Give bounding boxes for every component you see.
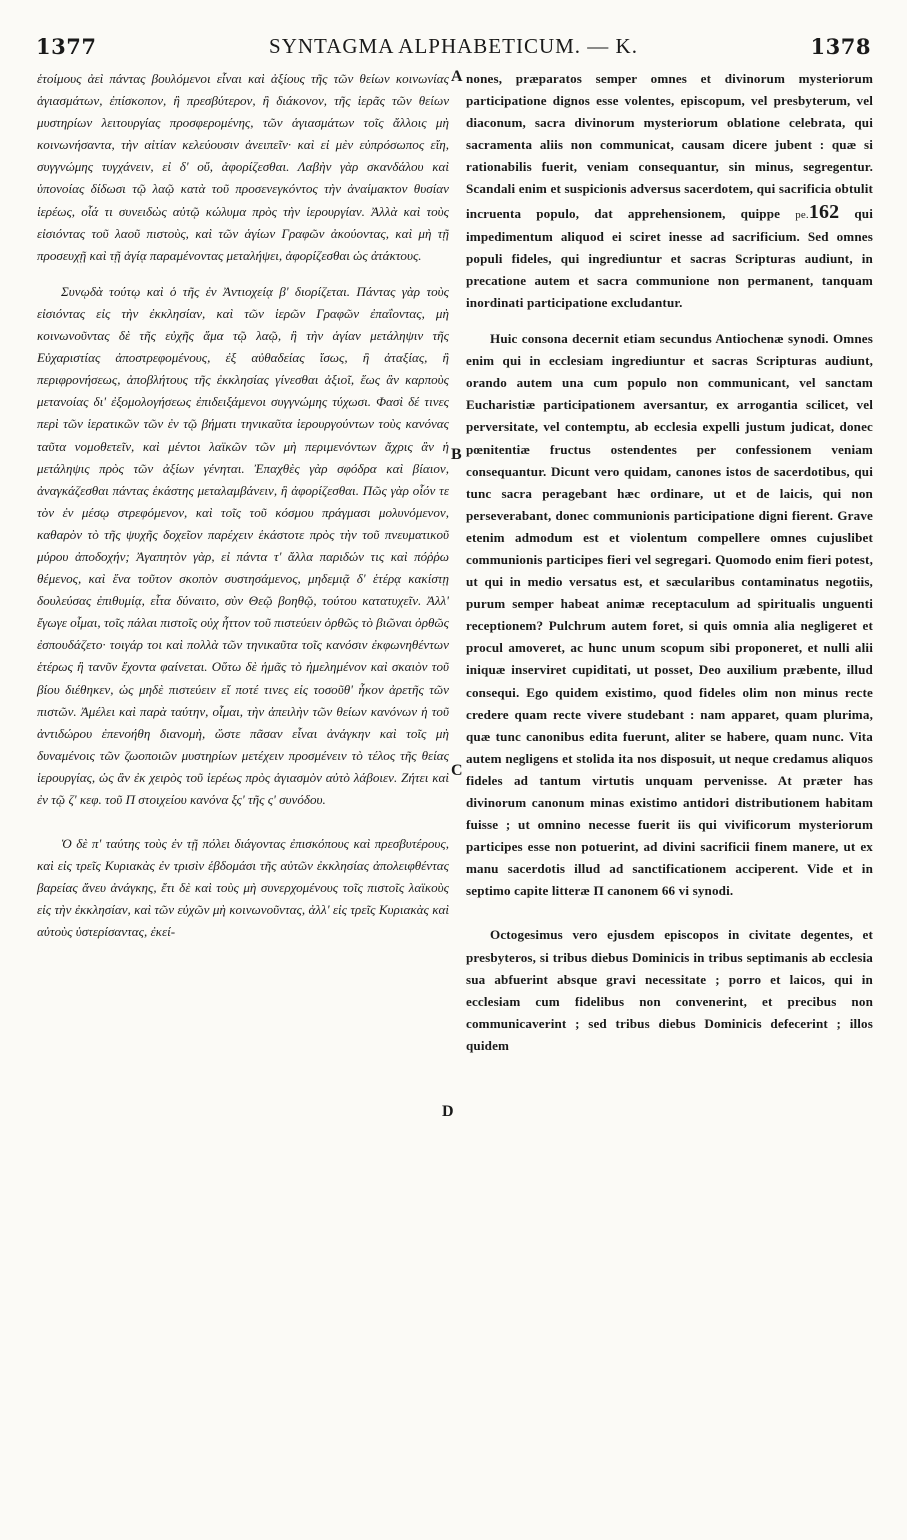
greek-paragraph-3: Ὁ δὲ π' ταύτης τοὺς ἐν τῇ πόλει διάγοντας ἐπισκόπους καὶ πρεσβυτέρους, καὶ εἰς τρεῖς Κυριακὰς ἐν τρισὶν ἑβδομάσι τῆς αὐτῶν ἐκκλησίας ἀπολειφθέντας βαρείας ἄνευ ἀνάγκης, ἔτι δὲ καὶ τοὺς μὴ συνερχομένους τοῖς πιστοῖς λαϊκοὺς εἰς τὴν ἐκκλησίαν, καὶ τῶν εὐχῶν μὴ κοινωνοῦντας, ἀλλ' εἰς τρεῖς Κυριακὰς καὶ αὐτοὺς ὑστερίσαντας, ἐκεί- xyxy=(37,836,449,940)
latin-paragraph-1 xyxy=(466,68,873,314)
greek-column xyxy=(37,68,449,944)
section-marker-c: C xyxy=(451,762,463,779)
latin-paragraph-2: Huic consona decernit etiam secundus Antiochenæ synodi. Omnes enim qui in ecclesiam ingrediuntur et sacras Scripturas audiunt, orando autem una cum populo non communicant, vel sanctam Eucharistiæ participationem aversantur, ex arrogantia scilicet, vel perversitate, vel contemptu, ab ecclesia expelli justum judicat, donec pœnitentiæ fructus ostendentes per confessionem veniam consequantur. Dicunt vero quidam, canones istos de sacerdotibus, qui tunc sacra peragebant hæc ordinare, ut et de laicis, qui non perseverabant, donec communionis participatione digni fierent. Grave etenim admodum est et violentum compellere omnes cujuslibet communionis participes fieri vel segregari. Quomodo enim fieri potest, ut qui in medio versatus est, et sæcularibus contaminatus negotiis, purum semper habeat animæ receptaculum ad spiritualis unguenti receptionem? Pulchrum autem foret, si quis omnia alia negligeret et procul amoveret, ac hunc unum scopum sibi proponeret, et nulli alii iniquæ inserviret cupiditati, ut posset, Deo auxilium præbente, illud consequi. Ego quidem existimo, quod fideles olim non minus recte credere quam recte vivere studebant : nam apparet, quam plurima, quæ tunc canonibus edita fuerunt, aliter se habere, quam nunc. Vita autem negligens et stolida ita nos disposuit, ut neque credamus aliquos fideles ad tantum virtutis unquam pervenisse. At præter has divinorum canonum minas existimo antidori distributionem habitam fuisse ; ut omnino necesse fuerit iis qui vivificorum mysteriorum participes esse non potuerint, ad divini sacrificii finem manere, ut ex manu sacerdotis illud ad sanctificationem acciperent. Vide et in septimo capite litteræ Π canonem 66 vi synodi. xyxy=(466,331,873,899)
section-marker-b: B xyxy=(451,446,462,463)
latin-paragraph-1-end: qui impedimentum aliquod ei sciret inesse ad sacrificium. Sed omnes populi fideles, qui ingrediuntur et sacras Scripturas audiunt, in precatione autem et sacra communione non permanent, tanquam inordinati participatione excludantur. xyxy=(466,205,873,310)
latin-paragraph-3: Octogesimus vero ejusdem episcopos in civitate degentes, et presbyteros, si tribus diebus Dominicis in tribus septimanis ab ecclesia sua abfuerint absque gravi necessitate ; porro et laicos, qui in ecclesiam cum fidelibus non convenerint, et precibus non communicaverint ; sed tribus diebus Dominicis defecerint ; illos quidem xyxy=(466,927,873,1053)
left-page-number: 1377 xyxy=(36,34,97,59)
right-page-number: 1378 xyxy=(810,34,871,59)
greek-paragraph-2: Συνῳδὰ τούτῳ καὶ ὁ τῆς ἐν Ἀντιοχείᾳ β' διορίζεται. Πάντας γὰρ τοὺς εἰσιόντας εἰς τὴν ἐκκλησίαν, καὶ τῶν ἱερῶν Γραφῶν ἐπαΐοντας, μὴ κοινωνοῦντας δὲ τῆς εὐχῆς ἅμα τῷ λαῷ, ἢ τὴν ἁγίαν μετάληψιν τῆς Εὐχαριστίας ἀποστρεφομένους, ἐξ αὐθαδείας ἴσως, ἢ ἀταξίας, ἢ περιφρονήσεως, ἀποβλήτους τῆς ἐκκλησίας γίνεσθαι ἀξιοῖ, ἕως ἂν καρποὺς μετανοίας δι' ἐξομολογήσεως ἐπιδειξάμενοι συγγνώμης τύχωσι. Φασὶ δέ τινες περὶ τῶν ἱερατικῶν τῶν ἐν τῷ βήματι τηνικαῦτα ἱερουργούντων τοὺς κανόνας ταῦτα νομοθετεῖν, καὶ μέντοι λαϊκῶν τῶν μὴ περιμενόντων ἄχρις ἂν ἡ μετάληψις πρὸς τῶν ἀξίων γένηται. Ἐπαχθὲς γὰρ σφόδρα καὶ βίαιον, ἀναγκάζεσθαι πάντας ἑκάστης μεταλαμβάνειν, ἢ ἀφορίζεσθαι. Πῶς γὰρ οἷόν τε τὸν ἐν μέσῳ στρεφόμενον, καὶ τοῖς τοῦ κόσμου πράγμασι μολυνόμενον, καθαρὸν τὸ τῆς ψυχῆς δοχεῖον παρέχειν ἑκάστοτε πρὸς τὴν τοῦ πνευματικοῦ μύρου ἀποδοχήν; Ἀγαπητὸν γὰρ, εἰ πάντα τ' ἄλλα παριδών τις καὶ πόῤῥω θέμενος, καὶ ἕνα τοῦτον σκοπὸν συστησάμενος, μηδεμιᾷ δ' ἑτέρᾳ κακίστῃ δουλεύσας ἐπιθυμίᾳ, εἶτα δύναιτο, σὺν Θεῷ βοηθῷ, τούτου κατατυχεῖν. Ἀλλ' ἔγωγε οἶμαι, τοῖς πάλαι πιστοῖς οὐχ ἧττον τοῦ πιστεύειν ὀρθῶς τὸ βιῶναι ὀρθῶς ἐσπουδάζετο· τοιγάρ τοι καὶ πολλὰ τῶν τηνικαῦτα τοῖς κανόσιν ἐκφωνηθέντων ἑτέρως ἢ τανῦν ἔχοντα φαίνεται. Οὕτω δὲ ἡμᾶς τὸ ἠμελημένον καὶ σκαιὸν τοῦ βίου διέθηκεν, ὡς μηδὲ πιστεύειν εἴ ποτέ τινες εἰς τοσοῦθ' ἧκον ἀρετῆς τῶν πιστῶν. Ἀμέλει καὶ παρὰ ταύτην, οἶμαι, τὴν ἀπειλὴν τῶν θείων κανόνων ἡ τοῦ ἀντιδώρου ἐπενοήθη διανομὴ, ὥστε πᾶσαν εἶναι ἀνάγκην καὶ τοῖς μὴ δυναμένοις τῶν ζωοποιῶν μυστηρίων μετέχειν προσμένειν τὸ τέλος τῆς θείας ἱερουργίας, ὡς ἂν ἐκ χειρὸς τοῦ ἱερέως πρὸς ἁγιασμὸν αὐτὸ λάβοιεν. Ζήτει καὶ ἐν τῷ ζ' κεφ. τοῦ Π στοιχείου κανόνα ξς' τῆς ς' συνόδου. xyxy=(37,283,449,807)
page-header xyxy=(0,30,907,64)
page-reference xyxy=(795,201,839,226)
page-reference-number: 162 xyxy=(808,200,840,223)
latin-column xyxy=(466,68,873,1057)
greek-paragraph-1: ἑτοίμους ἀεὶ πάντας βουλόμενοι εἶναι καὶ ἀξίους τῆς τῶν θείων κοινωνίας ἁγιασμάτων, ἐπίσκοπον, ἢ πρεσβύτερον, ἢ διάκονον, τῆς ἱερᾶς τῶν θείων μυστηρίων λειτουργίας προσφερομένης, τῶν ἁγιασμάτων τοῖς ἄλλοις μὴ κοινωνήσαντα, τὴν αἰτίαν κελεύουσιν ἀνειπεῖν· καὶ εἰ μὲν εὐπρόσωπος εἴη, συγγνώμης τυγχάνειν, εἰ δ' οὔ, ἀφορίζεσθαι. Λαβὴν γὰρ σκανδάλου καὶ ὑπονοίας δίδωσι τῷ λαῷ κατὰ τοῦ προσενεγκόντος τὴν ἀναίμακτον θυσίαν ἱερέως, οἷά τι συνειδὼς αὐτῷ κώλυμα πρὸς τὴν ἱερουργίαν. Ἀλλὰ καὶ τοὺς εἰσιόντας τοῦ λαοῦ πιστοὺς, καὶ τῶν ἁγίων Γραφῶν ἀκούοντας, καὶ μὴ τῇ προσευχῇ καὶ τῇ ἁγίᾳ παραμένοντας μεταλήψει, ἀφορίζεσθαι ὡς ἀτάκτους. xyxy=(37,71,449,263)
section-marker-d: D xyxy=(442,1103,454,1120)
running-title: SYNTAGMA ALPHABETICUM. — K. xyxy=(269,34,638,58)
section-marker-a: A xyxy=(451,68,463,85)
latin-paragraph-1-start: nones, præparatos semper omnes et divinorum mysteriorum participatione dignos esse volentes, episcopum, vel presbyterum, vel diaconum, sacra divinorum mysteriorum oblatione celebrata, qui sacramenta aliis non communicat, causam dicere jubent : quæ si rationabilis fuerit, veniam consequantur, sin minus, segregentur. Scandali enim et suspicionis adversus sacerdotem, qui sacrificia obtulit incruenta populo, dat apprehensionem, quippe xyxy=(466,71,873,221)
page-reference-prefix: pe. xyxy=(795,208,809,221)
